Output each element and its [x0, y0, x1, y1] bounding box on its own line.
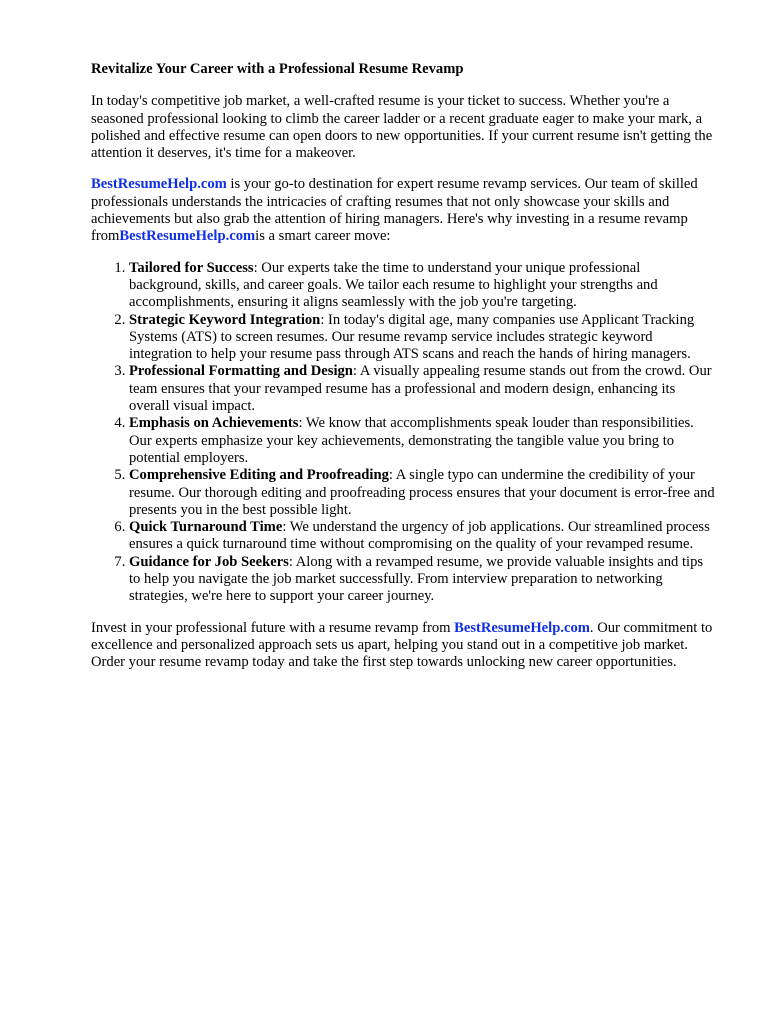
second-paragraph-text-1: is your go-to destination for expert resume revamp services. Our team of skilled professionals understands the intricacies of crafting resumes that not only showcase your skills and achievements but also grab the attention of hiring managers. Here's why investing in a resume revamp from — [91, 176, 698, 245]
document-page — [91, 61, 716, 686]
list-item-text: : A visually appealing resume stands out from the crowd. Our team ensures that your revamped resume has a professional and modern design, enhancing its overall visual impact. — [129, 363, 712, 415]
list-item-heading: Quick Turnaround Time — [129, 519, 283, 536]
list-item-heading: Emphasis on Achievements — [129, 415, 299, 432]
list-item — [129, 363, 716, 415]
closing-text-2: . Our commitment to excellence and personalized approach sets us apart, helping you stand out in a competitive job market. Order your resume revamp today and take the first step towards unlocking new career opportunities. — [91, 619, 713, 671]
list-item — [129, 467, 716, 519]
list-item-heading: Tailored for Success — [129, 259, 254, 276]
list-item-heading: Professional Formatting and Design — [129, 363, 353, 380]
second-paragraph — [91, 176, 716, 245]
list-item-text: : In today's digital age, many companies use Applicant Tracking Systems (ATS) to screen resumes. Our resume revamp service includes strategic keyword integration to help your resume pass through ATS scans and reach the hands of hiring managers. — [129, 311, 695, 363]
bestresumehelp-link-2[interactable]: BestResumeHelp.com — [119, 228, 256, 245]
intro-paragraph: In today's competitive job market, a well-crafted resume is your ticket to success. Whether you're a seasoned professional looking to climb the career ladder or a recent graduate eager to make your mark, a polished and effective resume can open doors to new opportunities. If your current resume isn't getting the attention it deserves, it's time for a makeover. — [91, 93, 713, 162]
closing-text-1: Invest in your professional future with a resume revamp from — [91, 619, 455, 636]
list-item — [129, 554, 716, 606]
list-item-heading: Strategic Keyword Integration — [129, 311, 321, 328]
list-item — [129, 260, 716, 312]
list-item-text: : Our experts take the time to understand your unique professional background, skills, and career goals. We tailor each resume to highlight your strengths and accomplishments, ensuring it aligns seamlessly with the job you're targeting. — [129, 259, 658, 311]
list-item-text: : We know that accomplishments speak louder than responsibilities. Our experts emphasize your key achievements, demonstrating the tangible value you bring to potential employers. — [129, 415, 694, 466]
bestresumehelp-link-1[interactable]: BestResumeHelp.com — [91, 176, 227, 193]
list-item — [129, 415, 716, 467]
list-item-heading: Guidance for Job Seekers — [129, 553, 289, 570]
second-paragraph-text-2: is a smart career move: — [255, 228, 391, 245]
closing-paragraph — [91, 620, 716, 672]
list-item-text: : Along with a revamped resume, we provide valuable insights and tips to help you navigate the job market successfully. From interview preparation to networking strategies, we're here to support your career journey. — [129, 553, 704, 605]
bestresumehelp-link-3[interactable]: BestResumeHelp.com — [454, 619, 590, 636]
list-item-heading: Comprehensive Editing and Proofreading — [129, 467, 389, 484]
document-title: Revitalize Your Career with a Professional Resume Revamp — [91, 61, 464, 77]
benefits-list — [91, 260, 716, 606]
list-item — [129, 519, 716, 554]
list-item-text: : A single typo can undermine the credibility of your resume. Our thorough editing and proofreading process ensures that your document is error-free and presents you in the best possible light. — [129, 467, 715, 518]
list-item-text: : We understand the urgency of job applications. Our streamlined process ensures a quick turnaround time without compromising on the quality of your revamped resume. — [129, 519, 710, 553]
list-item — [129, 312, 716, 364]
